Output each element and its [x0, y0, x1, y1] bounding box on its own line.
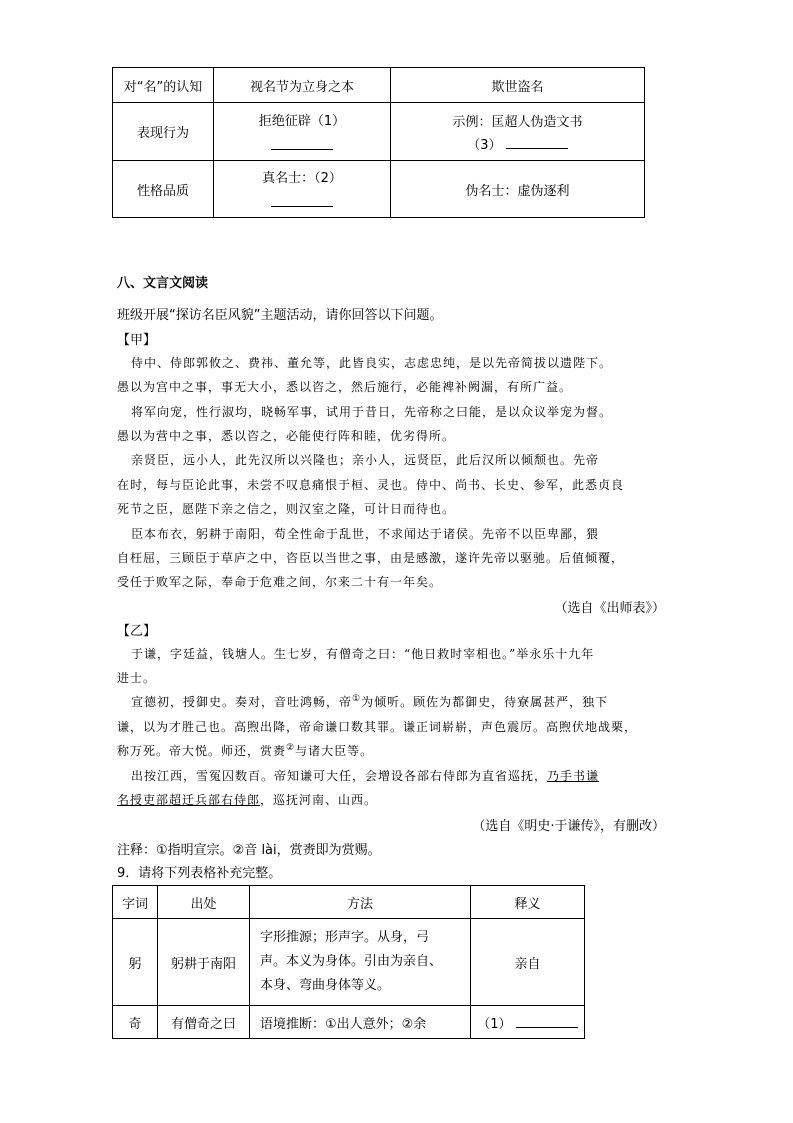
table-cell: 躬	[113, 919, 158, 1006]
passage-line: 愚以为营中之事，悉以咨之，必能使行阵和睦，优劣得所。	[117, 429, 456, 443]
underlined-text: 乃手书谦	[547, 769, 600, 783]
table-cell: 表现行为	[113, 103, 214, 161]
passage-line	[117, 791, 377, 808]
cell-text: （3）	[467, 137, 502, 153]
answer-blank	[271, 205, 333, 207]
underlined-text: 名授吏部超迁兵部右侍郎	[117, 793, 261, 807]
passage-line: 愚以为宫中之事，事无大小，悉以咨之，然后施行，必能裨补阙漏，有所广益。	[117, 380, 573, 394]
answer-blank	[271, 148, 333, 150]
passage-line: 侍中、侍郎郭攸之、费祎、董允等，此皆良实，志虑忠纯，是以先帝简拔以遗陛下。	[131, 356, 613, 370]
table-cell: 欺世盗名	[391, 68, 645, 103]
passage-line: 在时，每与臣论此事，未尝不叹息痛恨于桓、灵也。侍中、尚书、长史、参军，此悉贞良	[117, 478, 625, 492]
table-cell	[214, 103, 391, 161]
table-cell	[214, 161, 391, 218]
table-row	[113, 1006, 585, 1039]
cell-text: 真名士：（2）	[262, 171, 342, 186]
answer-blank	[516, 1026, 578, 1028]
column-header: 释义	[471, 886, 585, 919]
cell-text: 拒绝征辟（1）	[258, 113, 346, 129]
text-span: 出按江西，雪冤囚数百。帝知谦可大任，会增设各部右侍郎为直省巡抚，	[131, 769, 548, 783]
passage-line	[117, 742, 373, 759]
table-header-row	[113, 886, 585, 919]
table-row	[113, 919, 585, 1006]
table-cell	[471, 1006, 585, 1039]
table-cell: 对“名”的认知	[113, 68, 214, 103]
cell-text: 字形推源；形声字。从身，弓	[260, 930, 430, 945]
table-row	[113, 161, 645, 218]
answer-blank	[506, 147, 568, 149]
cell-text: 示例：匡超人伪造文书	[452, 114, 583, 130]
table-row	[113, 103, 645, 161]
passage-line: 死节之臣，愿陛下亲之信之，则汉室之隆，可计日而待也。	[117, 502, 456, 516]
table-cell: 奇	[113, 1006, 158, 1039]
column-header: 出处	[158, 886, 250, 919]
table-cell: 语境推断：①出人意外；②余	[250, 1006, 471, 1039]
passage-line: 谦，以为才胜己也。高煦出降，帝命谦口数其罪。谦正词崭崭，声色震厉。高煦伏地战栗，	[117, 720, 638, 734]
note-marker: ②	[286, 743, 296, 753]
table-cell: 性格品质	[113, 161, 214, 218]
text-span: 为倾听。顾佐为都御史，待寮属甚严，独下	[361, 695, 609, 709]
passage-line: 臣本布衣，躬耕于南阳，苟全性命于乱世，不求闻达于诸侯。先帝不以臣卑鄙，猥	[131, 527, 600, 541]
table-cell	[391, 103, 645, 161]
note-marker: ①	[352, 694, 362, 704]
cell-text: 本身、弯曲身体等义。	[260, 978, 391, 993]
column-header: 字词	[113, 886, 158, 919]
text-span: 与诸大臣等。	[295, 744, 374, 758]
passage-line: 受任于败军之际，奉命于危难之间，尔来二十有一年矣。	[117, 575, 443, 589]
table-cell: 有僧奇之曰	[158, 1006, 250, 1039]
section-title: 八、文言文阅读	[117, 276, 209, 291]
table-cell: 伪名士：虚伪逐利	[391, 161, 645, 218]
intro-text: 班级开展“探访名臣风貌”主题活动，请你回答以下问题。	[117, 308, 443, 323]
table-cell: 躬耕于南阳	[158, 919, 250, 1006]
text-span: ，巡抚河南、山西。	[260, 793, 378, 807]
table-cell: 亲自	[471, 919, 585, 1006]
question-9: 9．请将下列表格补充完整。	[117, 866, 282, 881]
source-citation: （选自《出师表》）	[554, 601, 665, 616]
table-row	[113, 68, 645, 103]
vocab-table	[112, 885, 585, 1039]
table-cell	[250, 919, 471, 1006]
passage-line	[131, 767, 599, 784]
cell-text: （1）	[477, 1016, 512, 1032]
passage-label-jia: 【甲】	[117, 333, 157, 348]
passage-line	[131, 693, 608, 710]
passage-line: 将军向宠，性行淑均，晓畅军事，试用于昔日，先帝称之曰能，是以众议举宠为督。	[131, 405, 613, 419]
source-citation: （选自《明史·于谦传》，有删改）	[472, 819, 665, 834]
notes: 注释：①指明宣宗。②音 lài，赏赉即为赏赐。	[117, 843, 381, 858]
text-span: 宣德初，授御史。奏对，音吐鸿畅，帝	[131, 695, 353, 709]
passage-line: 亲贤臣，远小人，此先汉所以兴隆也；亲小人，远贤臣，此后汉所以倾颓也。先帝	[131, 453, 600, 467]
column-header: 方法	[250, 886, 471, 919]
comparison-table	[112, 67, 645, 218]
cell-text: 声。本义为身体。引由为亲自、	[260, 954, 443, 969]
table-cell: 视名节为立身之本	[214, 68, 391, 103]
passage-line: 于谦，字廷益，钱塘人。生七岁，有僧奇之曰：“他日救时宰相也。”举永乐十九年	[131, 647, 595, 661]
text-span: 称万死。帝大悦。师还，赏赉	[117, 744, 287, 758]
passage-line: 进士。	[117, 671, 157, 685]
passage-label-yi: 【乙】	[117, 624, 157, 639]
passage-line: 自枉屈，三顾臣于草庐之中，咨臣以当世之事，由是感激，遂许先帝以驱驰。后值倾覆，	[117, 551, 625, 565]
